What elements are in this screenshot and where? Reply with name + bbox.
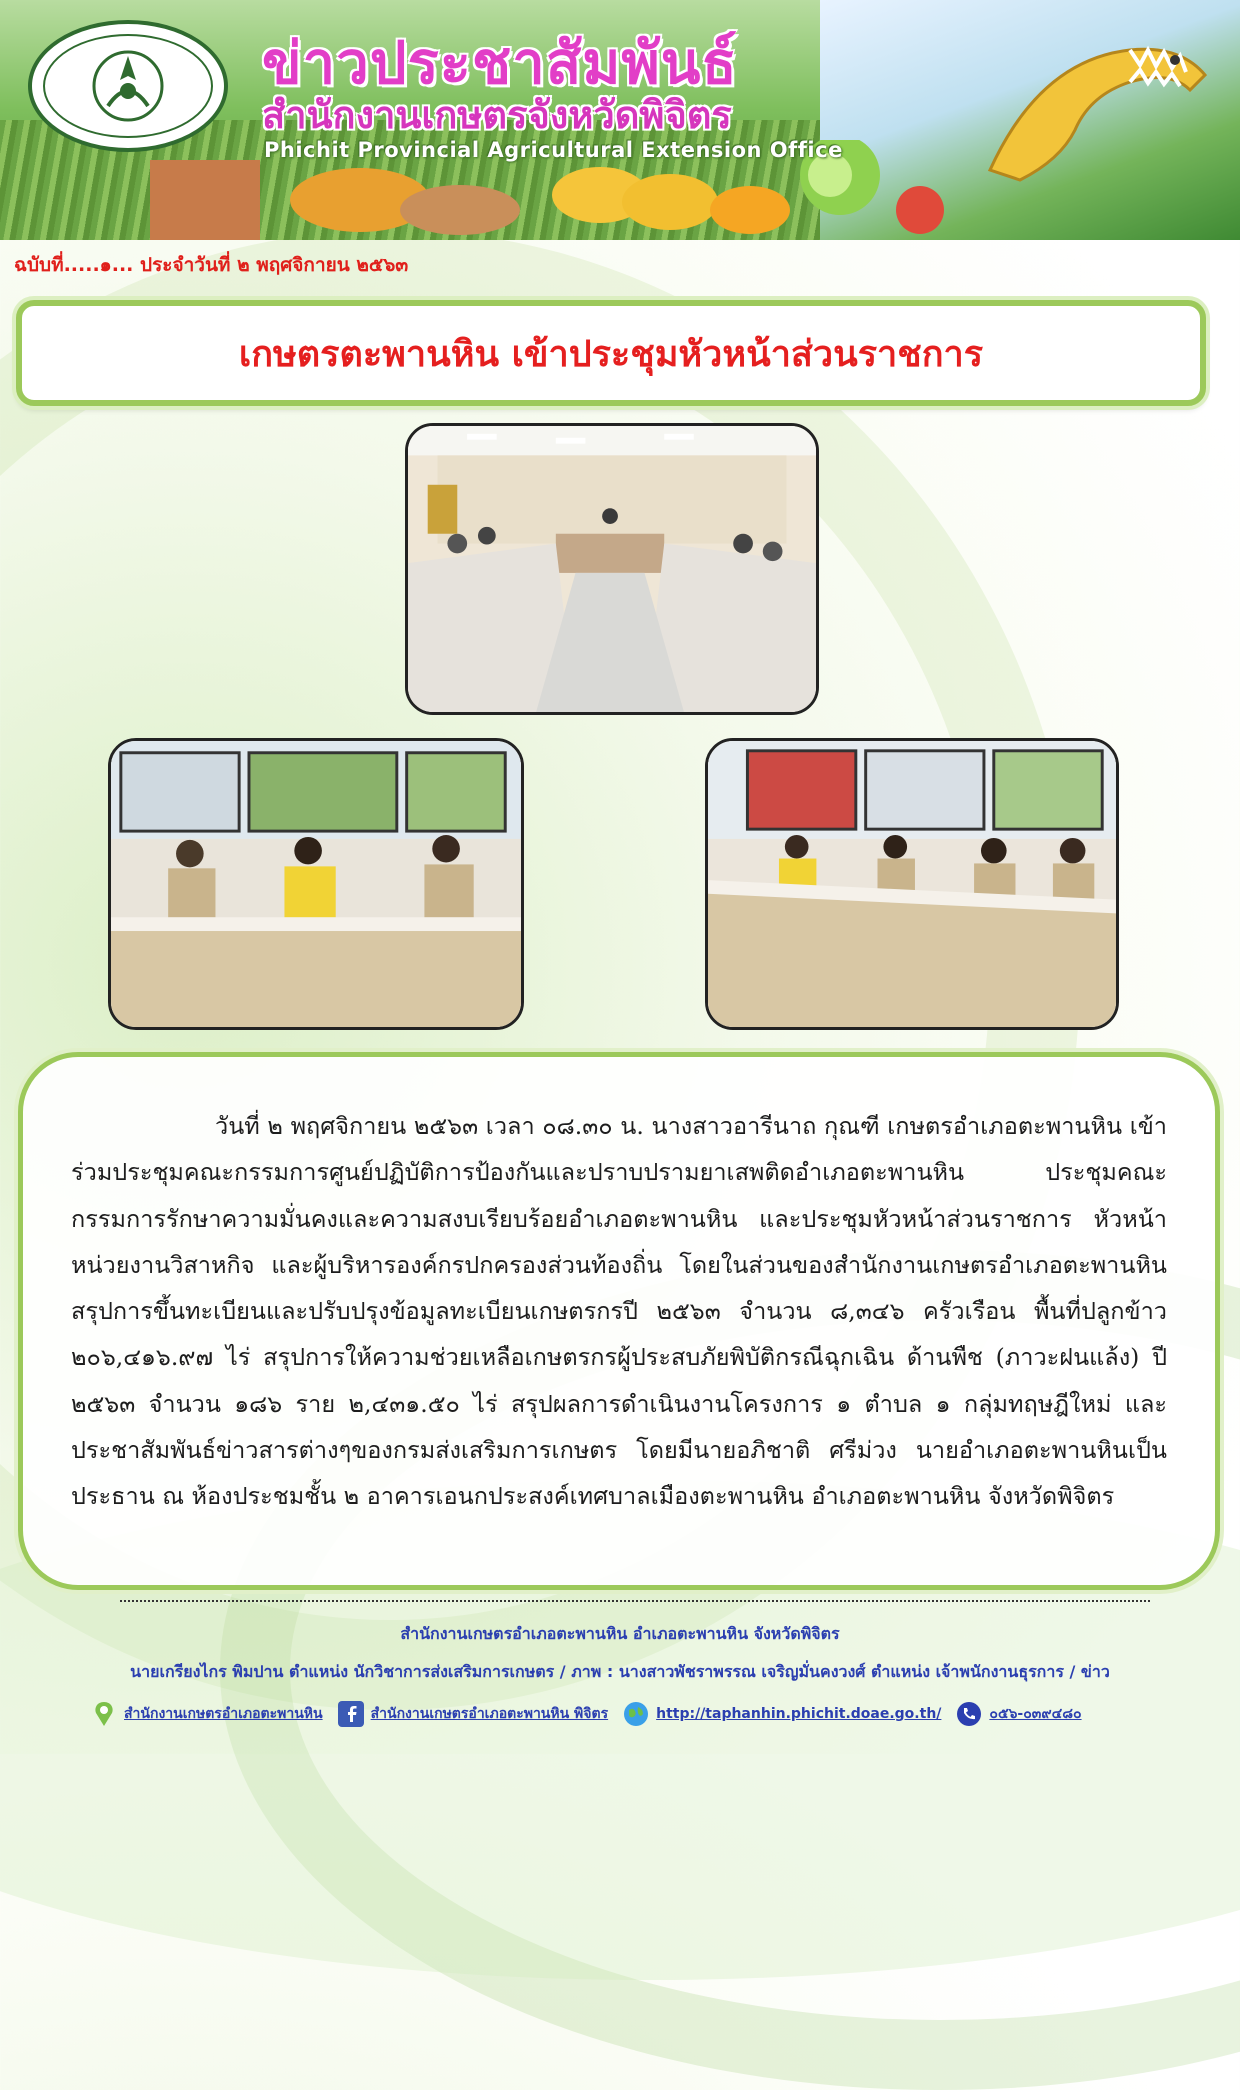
contact-bar [90, 1694, 1170, 1734]
article-frame [18, 1052, 1220, 1590]
footer-credits: นายเกรียงไกร พิมปาน ตำแหน่ง นักวิชาการส่งเสริมการเกษตร / ภาพ : นางสาวพัชราพรรณ เจริญมั่นคงวงศ์ ตำแหน่ง เจ้าพนักงานธุรการ / ข่าว [130, 1662, 1110, 1681]
contact-website[interactable] [622, 1700, 941, 1728]
office-name: สำนักงานเกษตรจังหวัดพิจิตร [262, 93, 732, 137]
meeting-photo-hall [405, 423, 819, 715]
contact-location[interactable] [90, 1700, 323, 1728]
headline-frame [16, 300, 1206, 406]
department-seal-logo [28, 20, 228, 152]
facebook-icon [337, 1700, 365, 1728]
footer-divider [120, 1600, 1150, 1602]
contact-facebook-text: สำนักงานเกษตรอำเภอตะพานหิน พิจิตร [370, 1706, 609, 1722]
footer-office: สำนักงานเกษตรอำเภอตะพานหิน อำเภอตะพานหิน จังหวัดพิจิตร [400, 1624, 840, 1643]
contact-website-text: http://taphanhin.phichit.doae.go.th/ [656, 1706, 942, 1722]
meeting-photo-participants-left [108, 738, 524, 1030]
location-pin-icon [90, 1700, 118, 1728]
contact-facebook[interactable] [337, 1700, 609, 1728]
office-name-english: Phichit Provincial Agricultural Extension Office [264, 138, 843, 162]
contact-phone[interactable] [955, 1700, 1081, 1728]
crocodile-statue-icon [980, 20, 1210, 190]
seal-emblem-icon [88, 46, 168, 126]
article-body: วันที่ ๒ พฤศจิกายน ๒๕๖๓ เวลา ๐๘.๓๐ น. นางสาวอารีนาถ กุณฑี เกษตรอำเภอตะพานหิน เข้าร่วมประชุมคณะกรรมการศูนย์ปฏิบัติการป้องกันและปราบปรามยาเสพติดอำเภอตะพานหิน ประชุมคณะกรรมการรักษาความมั่นคงและความสงบเรียบร้อยอำเภอตะพานหิน และประชุมหัวหน้าส่วนราชการ หัวหน้าหน่วยงานวิสาหกิจ และผู้บริหารองค์กรปกครองส่วนท้องถิ่น โดยในส่วนของสำนักงานเกษตรอำเภอตะพานหิน สรุปการขึ้นทะเบียนและปรับปรุงข้อมูลทะเบียนเกษตรกรปี ๒๕๖๓ จำนวน ๘,๓๔๖ ครัวเรือน พื้นที่ปลูกข้าว ๒๐๖,๔๑๖.๙๗ ไร่ สรุปการให้ความช่วยเหลือเกษตรกรผู้ประสบภัยพิบัติกรณีฉุกเฉิน ด้านพืช (ภาวะฝนแล้ง) ปี ๒๕๖๓ จำนวน ๑๘๖ ราย ๒,๔๓๑.๕๐ ไร่ สรุปผลการดำเนินงานโครงการ ๑ ตำบล ๑ กลุ่มทฤษฎีใหม่ และประชาสัมพันธ์ข่าวสารต่างๆของกรมส่งเสริมการเกษตร โดยมีนายอภิชาติ ศรีม่วง นายอำเภอตะพานหินเป็นประธาน ณ ห้องประชมชั้น ๒ อาคารเอนกประสงค์เทศบาลเมืองตะพานหิน อำเภอตะพานหิน จังหวัดพิจิตร [71, 1112, 1167, 1511]
issue-date-line: ฉบับที่.....๑... ประจำวันที่ ๒ พฤศจิกายน ๒๕๖๓ [14, 254, 409, 276]
headline: เกษตรตะพานหิน เข้าประชุมหัวหน้าส่วนราชการ [238, 333, 984, 375]
phone-icon [955, 1700, 983, 1728]
globe-icon [622, 1700, 650, 1728]
newsletter-title: ข่าวประชาสัมพันธ์ [262, 29, 738, 97]
contact-location-text: สำนักงานเกษตรอำเภอตะพานหิน [124, 1706, 323, 1722]
contact-phone-text: ๐๕๖-๐๓๙๔๘๐ [989, 1706, 1082, 1722]
header-banner [0, 0, 1240, 240]
meeting-photo-participants-right [705, 738, 1119, 1030]
